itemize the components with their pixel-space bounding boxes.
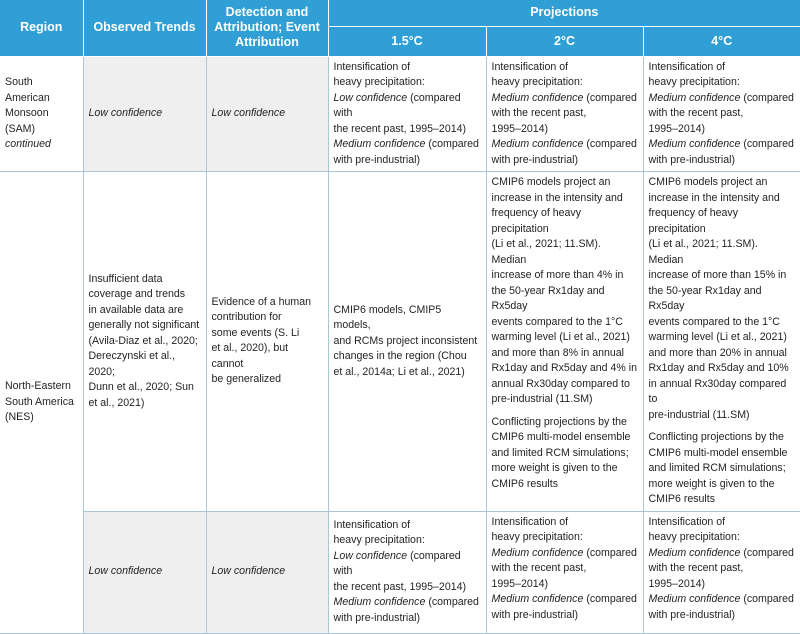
detection-cell-sam: Low confidence xyxy=(206,56,328,172)
detection-cell-nes: Evidence of a human contribution for some events (S. Li et al., 2020), but cannot be generalized xyxy=(206,172,328,512)
region-cell-nes: North-Eastern South America (NES) xyxy=(0,172,83,634)
projection-2c-nes xyxy=(486,172,643,512)
projection-4c-nes-text: CMIP6 models project an increase in the intensity and frequency of heavy precipitation (Li et al., 2021; 11.SM). Median increase of more than 15% in the 50-year Rx1day and Rx5day events compared to the 1°C warming level (Li et al., 2021) and more than 20% in annual Rx1day and Rx5day and 10% in annual Rx30day compared to pre-industrial (11.SM) xyxy=(648,176,789,421)
region-cell-sam: South American Monsoon (SAM) continued xyxy=(0,56,83,172)
header-projections: Projections xyxy=(328,0,800,26)
header-1-5c: 1.5°C xyxy=(328,26,486,56)
projection-2c-nes-confidence: Conflicting projections by the CMIP6 multi-model ensemble and limited RCM simulations; more weight is given to the CMIP6 results xyxy=(491,415,631,490)
header-detection-attribution: Detection and Attribution; Event Attribution xyxy=(206,0,328,56)
observed-cell-sam: Low confidence xyxy=(83,56,206,172)
projection-1-5c-nes: CMIP6 models, CMIP5 models, and RCMs project inconsistent changes in the region (Chou et al., 2014a; Li et al., 2021) xyxy=(328,172,486,512)
table-row-nes-2 xyxy=(0,511,800,633)
projection-1-5c-nes-2: Intensification of heavy precipitation: Low confidence (compared with the recent past, 1995–2014) Medium confidence (compared with pre-industrial) xyxy=(328,511,486,633)
projection-2c-nes-text: CMIP6 models project an increase in the intensity and frequency of heavy precipitation (Li et al., 2021; 11.SM). Median increase of more than 4% in the 50-year Rx1day and Rx5day events compared to the 1°C warming level (Li et al., 2021) and more than 8% in annual Rx1day and Rx5day and 4% in annual Rx30day compared to pre-industrial (11.SM) xyxy=(491,176,637,405)
projection-2c-nes-2: Intensification of heavy precipitation: Medium confidence (compared with the recent past, 1995–2014) Medium confidence (compared with pre-industrial) xyxy=(486,511,643,633)
header-4c: 4°C xyxy=(643,26,800,56)
header-region: Region xyxy=(0,0,83,56)
header-observed-trends: Observed Trends xyxy=(83,0,206,56)
table-row-sam xyxy=(0,56,800,172)
observed-cell-nes: Insufficient data coverage and trends in available data are generally not significant (Avila-Diaz et al., 2020; Dereczynski et al., 2020; Dunn et al., 2020; Sun et al., 2021) xyxy=(83,172,206,512)
observed-cell-nes-2: Low confidence xyxy=(83,511,206,633)
projection-4c-nes xyxy=(643,172,800,512)
header-2c: 2°C xyxy=(486,26,643,56)
projection-2c-sam: Intensification of heavy precipitation: Medium confidence (compared with the recent past, 1995–2014) Medium confidence (compared with pre-industrial) xyxy=(486,56,643,172)
detection-cell-nes-2: Low confidence xyxy=(206,511,328,633)
projection-4c-sam: Intensification of heavy precipitation: Medium confidence (compared with the recent past, 1995–2014) Medium confidence (compared with pre-industrial) xyxy=(643,56,800,172)
projection-4c-nes-2: Intensification of heavy precipitation: Medium confidence (compared with the recent past, 1995–2014) Medium confidence (compared with pre-industrial) xyxy=(643,511,800,633)
continued-label: continued xyxy=(5,138,51,150)
projection-1-5c-sam: Intensification of heavy precipitation: Low confidence (compared with the recent past, 1995–2014) Medium confidence (compared with pre-industrial) xyxy=(328,56,486,172)
table-row-nes xyxy=(0,172,800,512)
projection-4c-nes-confidence: Conflicting projections by the CMIP6 multi-model ensemble and limited RCM simulations; more weight is given to the CMIP6 results xyxy=(648,431,788,505)
